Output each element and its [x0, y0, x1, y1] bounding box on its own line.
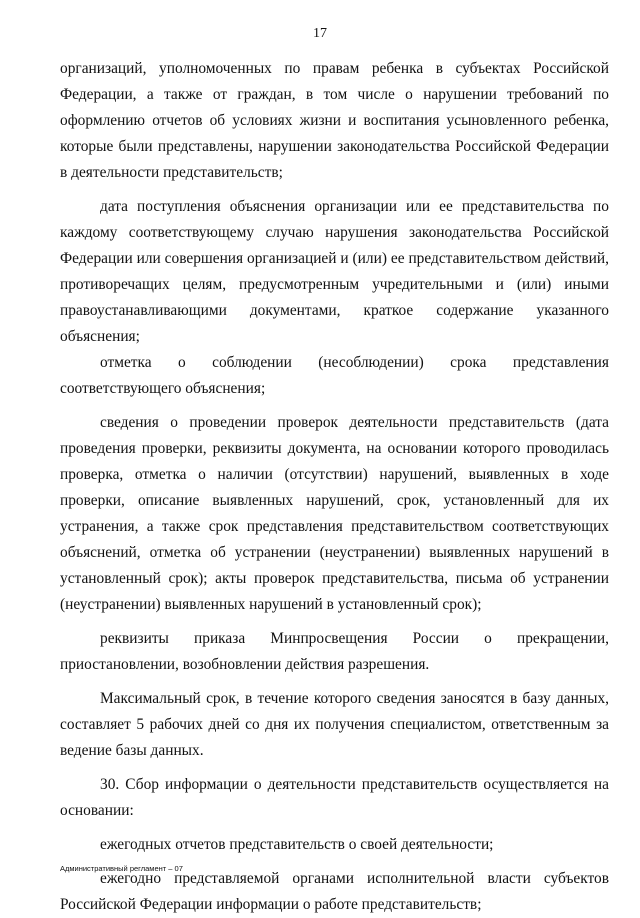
paragraph-deadline-mark: отметка о соблюдении (несоблюдении) срока представления соответствующего объяснения; — [60, 354, 609, 397]
paragraph-max-period: Максимальный срок, в течение которого сведения заносятся в базу данных, составляет 5 рабочих дней со дня их получения специалистом, ответственным за ведение базы данных. — [60, 690, 609, 759]
body-text — [60, 56, 609, 918]
page-number: 17 — [313, 26, 327, 41]
paragraph-order-details: реквизиты приказа Минпросвещения России о прекращении, приостановлении, возобновлении действия разрешения. — [60, 630, 609, 673]
paragraph-regional-info: ежегодно представляемой органами исполнительной власти субъектов Российской Федерации информации о работе представительств; — [60, 870, 609, 913]
paragraph-inspections: сведения о проведении проверок деятельности представительств (дата проведения проверки, реквизиты документа, на основании которого проводилась проверка, отметка о наличии (отсутствии) нарушений, выявленных в ходе проверки, описание выявленных нарушений, срок, установленный для их устранения, а также срок представления представительством соответствующих объяснений, отметка об устранении (неустранении) выявленных нарушений в установленный срок); акты проверок представительства, письма об устранении (неустранении) выявленных нарушений в установленный срок); — [60, 414, 609, 613]
paragraph-section-30: 30. Сбор информации о деятельности представительств осуществляется на основании: — [60, 776, 609, 819]
paragraph-continuation: организаций, уполномоченных по правам ребенка в субъектах Российской Федерации, а также от граждан, в том числе о нарушении требований по оформлению отчетов об условиях жизни и воспитания усыновленного ребенка, которые были представлены, нарушении законодательства Российской Федерации в деятельности представительств; — [60, 60, 609, 181]
paragraph-annual-reports: ежегодных отчетов представительств о своей деятельности; — [100, 836, 494, 853]
footer-note: Административный регламент – 07 — [60, 864, 183, 873]
paragraph-explanation-date: дата поступления объяснения организации или ее представительства по каждому соответствующему случаю нарушения законодательства Российской Федерации или совершения организацией и (или) ее представительством действий, противоречащих целям, предусмотренным учредительными и (или) иными правоустанавливающими документами, краткое содержание указанного объяснения; — [60, 198, 609, 345]
